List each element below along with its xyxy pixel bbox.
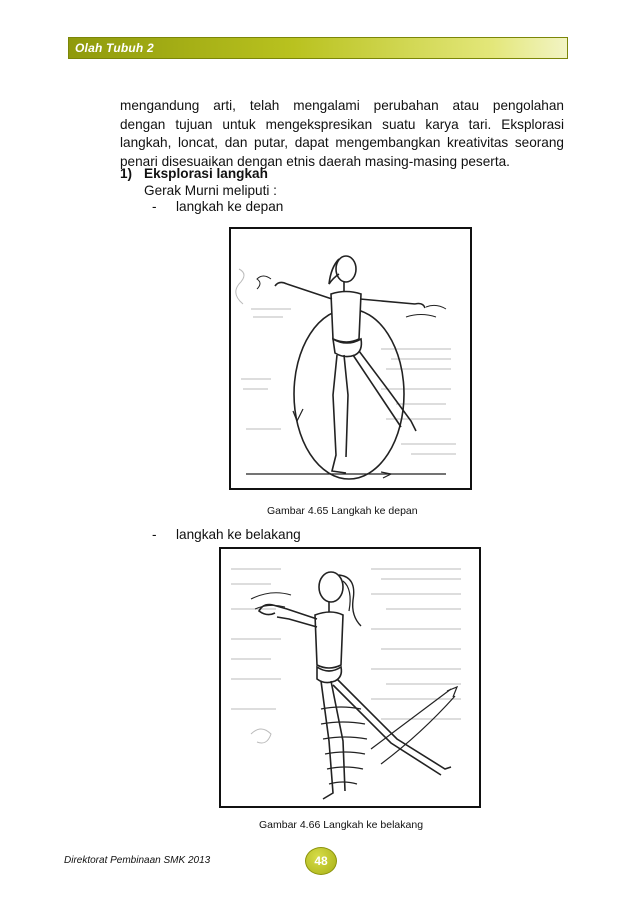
- section-heading: [120, 166, 268, 181]
- dancer-forward-illustration: [231, 229, 470, 488]
- page-number-badge: 48: [305, 847, 337, 875]
- bullet-item: [152, 527, 301, 542]
- paragraph-line: penari disesuaikan dengan etnis daerah masing-masing peserta.: [120, 153, 510, 169]
- bullet-dash: -: [152, 199, 157, 214]
- paragraph-line: dengan tujuan untuk mengekspresikan suatu karya tari. Eksplorasi: [120, 116, 564, 132]
- paragraph-line: langkah, loncat, dan putar, dapat mengembangkan kreativitas seorang: [120, 135, 564, 150]
- section-title: Eksplorasi langkah: [144, 166, 268, 181]
- body-paragraph: [120, 97, 564, 171]
- bullet-dash: -: [152, 527, 157, 542]
- bullet-text: langkah ke depan: [176, 199, 284, 214]
- section-number: 1): [120, 166, 133, 181]
- footer-publisher: Direktorat Pembinaan SMK 2013: [64, 855, 211, 866]
- header-bar: [68, 37, 568, 59]
- header-title: Olah Tubuh 2: [75, 41, 154, 55]
- dancer-backward-illustration: [221, 549, 479, 806]
- figure-caption: Gambar 4.65 Langkah ke depan: [267, 505, 418, 517]
- figure-caption: Gambar 4.66 Langkah ke belakang: [259, 819, 424, 831]
- sub-heading: Gerak Murni meliputi :: [144, 183, 277, 198]
- bullet-item: [152, 199, 283, 214]
- figure-langkah-belakang: [219, 547, 481, 808]
- bullet-text: langkah ke belakang: [176, 527, 301, 542]
- paragraph-line: mengandung arti, telah mengalami perubahan atau pengolahan: [120, 98, 564, 113]
- figure-langkah-depan: [229, 227, 472, 490]
